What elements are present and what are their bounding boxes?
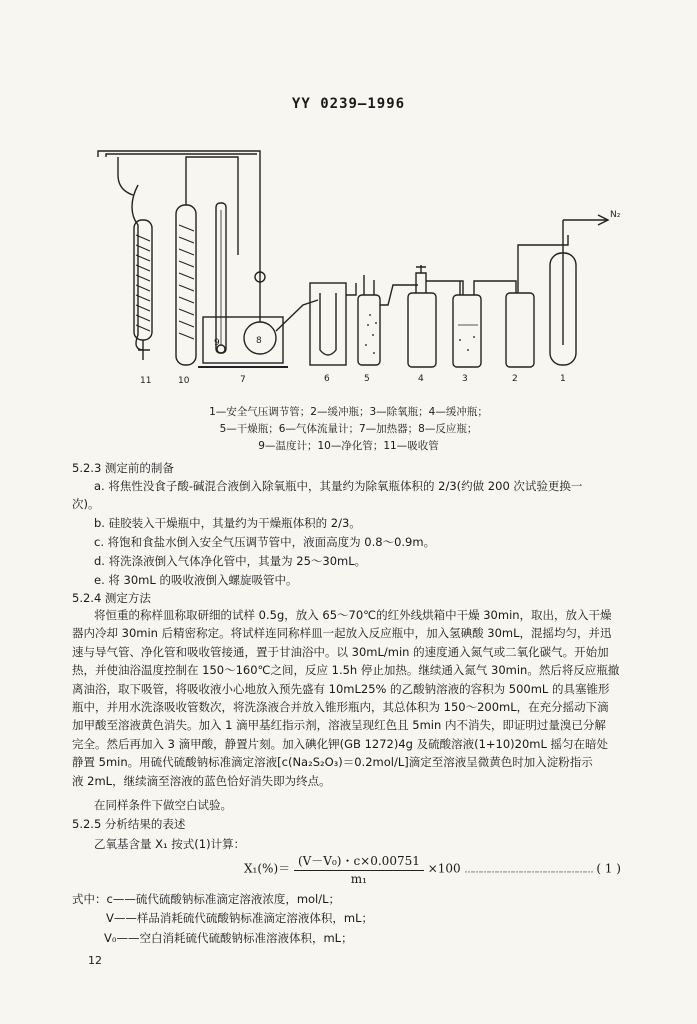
method-line-1: 将恒重的称样皿称取研细的试样 0.5g，放入 65～70℃的红外线烘箱中干燥 30min，取出，放入干燥 [94,608,612,622]
purification-tube [176,157,238,365]
prep-item-d: d. 将洗涤液倒入气体净化管中，其量为 25～30mL。 [94,554,367,568]
method-line-10: 液 2mL，继续滴至溶液的蓝色恰好消失即为终点。 [72,773,331,788]
method-line-9: 静置 5min。用硫代硫酸钠标准滴定溶液[c(Na₂S₂O₃)＝0.2mol/L]滴定至溶液呈微黄色时加入淀粉指示 [72,755,593,770]
thermometer [216,203,226,353]
label-3: 3 [462,374,468,384]
figure-caption-line-2: 5—干燥瓶；6—气体流量计；7—加热器；8—反应瓶； [219,423,478,435]
document-header: YY 0239—1996 [291,96,406,112]
section-heading-5-2-4: 5.2.4 测定方法 [72,591,151,605]
where-v: V——样品消耗硫代硫酸钠标准滴定溶液体积，mL； [106,911,373,925]
absorption-tube [118,157,152,360]
buffer-bottle-2 [506,235,568,367]
page-number: 12 [88,954,102,967]
reaction-flask [244,225,318,354]
label-1: 1 [560,374,566,384]
figure-caption-line-1: 1—安全气压调节管；2—缓冲瓶；3—除氧瓶；4—缓冲瓶； [209,406,488,418]
formula-numerator: (V－V₀)・c×0.00751 [294,852,424,871]
method-line-2: 器内冷却 30min 后精密称定。将试样连同称样皿一起放入反应瓶中，加入氢碘酸 30mL，混摇均匀，并迅 [72,626,612,641]
method-line-8: 完全。然后再加入 3 滴甲酸，静置片刻。加入碘化钾(GB 1272)4g 及硫酸溶液(1+10)20mL 摇匀在暗处 [72,736,609,751]
label-2: 2 [512,374,518,384]
label-7: 7 [240,375,246,385]
gas-flow-meter [310,283,356,365]
method-paragraph [72,606,632,790]
buffer-bottle-4 [408,265,463,367]
prep-item-a-line2: 次)。 [72,497,100,511]
formula-tail: ×100 [427,861,461,876]
safety-pressure-tube [550,215,608,365]
label-5: 5 [364,374,370,384]
method-line-3: 速与导气管、净化管和吸收管接通，置于甘油浴中。以 30mL/min 的速度通入氮气或二氧化碳气。开始加 [72,644,609,659]
formula-fraction [294,852,424,886]
label-10: 10 [178,376,190,386]
formula-dots: ………………………………………… [464,865,593,876]
formula-1 [244,852,621,886]
prep-item-e: e. 将 30mL 的吸收液倒入螺旋吸管中。 [94,573,298,587]
prep-item-b: b. 硅胶装入干燥瓶中，其量约为干燥瓶体积的 2/3。 [94,516,361,530]
label-4: 4 [418,374,424,384]
where-c: 式中：c——硫代硫酸钠标准滴定溶液浓度，mol/L； [72,892,341,906]
apparatus-diagram [88,145,648,395]
formula-denominator: m₁ [350,872,367,886]
n2-label: N₂ [610,210,621,220]
label-6: 6 [324,374,330,384]
where-v0: V₀——空白消耗硫代硫酸钠标准溶液体积，mL； [104,931,353,945]
method-line-5: 离油浴，取下吸管，将吸收液小心地放入预先盛有 10mL25% 的乙酸钠溶液的容积为 500mL 的具塞锥形 [72,681,610,696]
formula-lhs: X₁(%)＝ [244,861,291,876]
method-line-6: 瓶中，并用水洗涤吸收管数次，将洗涤液合并放入锥形瓶内，其总体积为 150～200mL，在充分摇动下滴 [72,700,609,715]
formula-intro: 乙氧基含量 X₁ 按式(1)计算： [94,837,246,851]
label-9: 9 [214,338,220,348]
method-line-7: 加甲酸至溶液黄色消失。加入 1 滴甲基红指示剂，溶液呈现红色且 5min 内不消失，即证明过量溴已分解 [72,718,606,733]
blank-test-note: 在同样条件下做空白试验。 [94,798,232,812]
prep-item-c: c. 将饱和食盐水倒入安全气压调节管中，液面高度为 0.8～0.9m。 [94,535,436,549]
method-line-4: 热，并使油浴温度控制在 150～160℃之间，反应 1.5h 停止加热。继续通入氮气 30min。然后将反应瓶撤 [72,663,620,678]
drying-bottle [358,275,418,365]
prep-item-a-line1: a. 将焦性没食子酸-碱混合液倒入除氧瓶中，其量约为除氧瓶体积的 2/3(约做 200 次试验更换一 [94,479,583,493]
section-heading-5-2-3: 5.2.3 测定前的制备 [72,461,174,475]
label-8: 8 [256,336,262,346]
label-11: 11 [140,376,152,386]
figure-caption-line-3: 9—温度计；10—净化管；11—吸收管 [258,440,439,452]
section-heading-5-2-5: 5.2.5 分析结果的表述 [72,817,186,831]
formula-number: ( 1 ) [596,861,621,876]
